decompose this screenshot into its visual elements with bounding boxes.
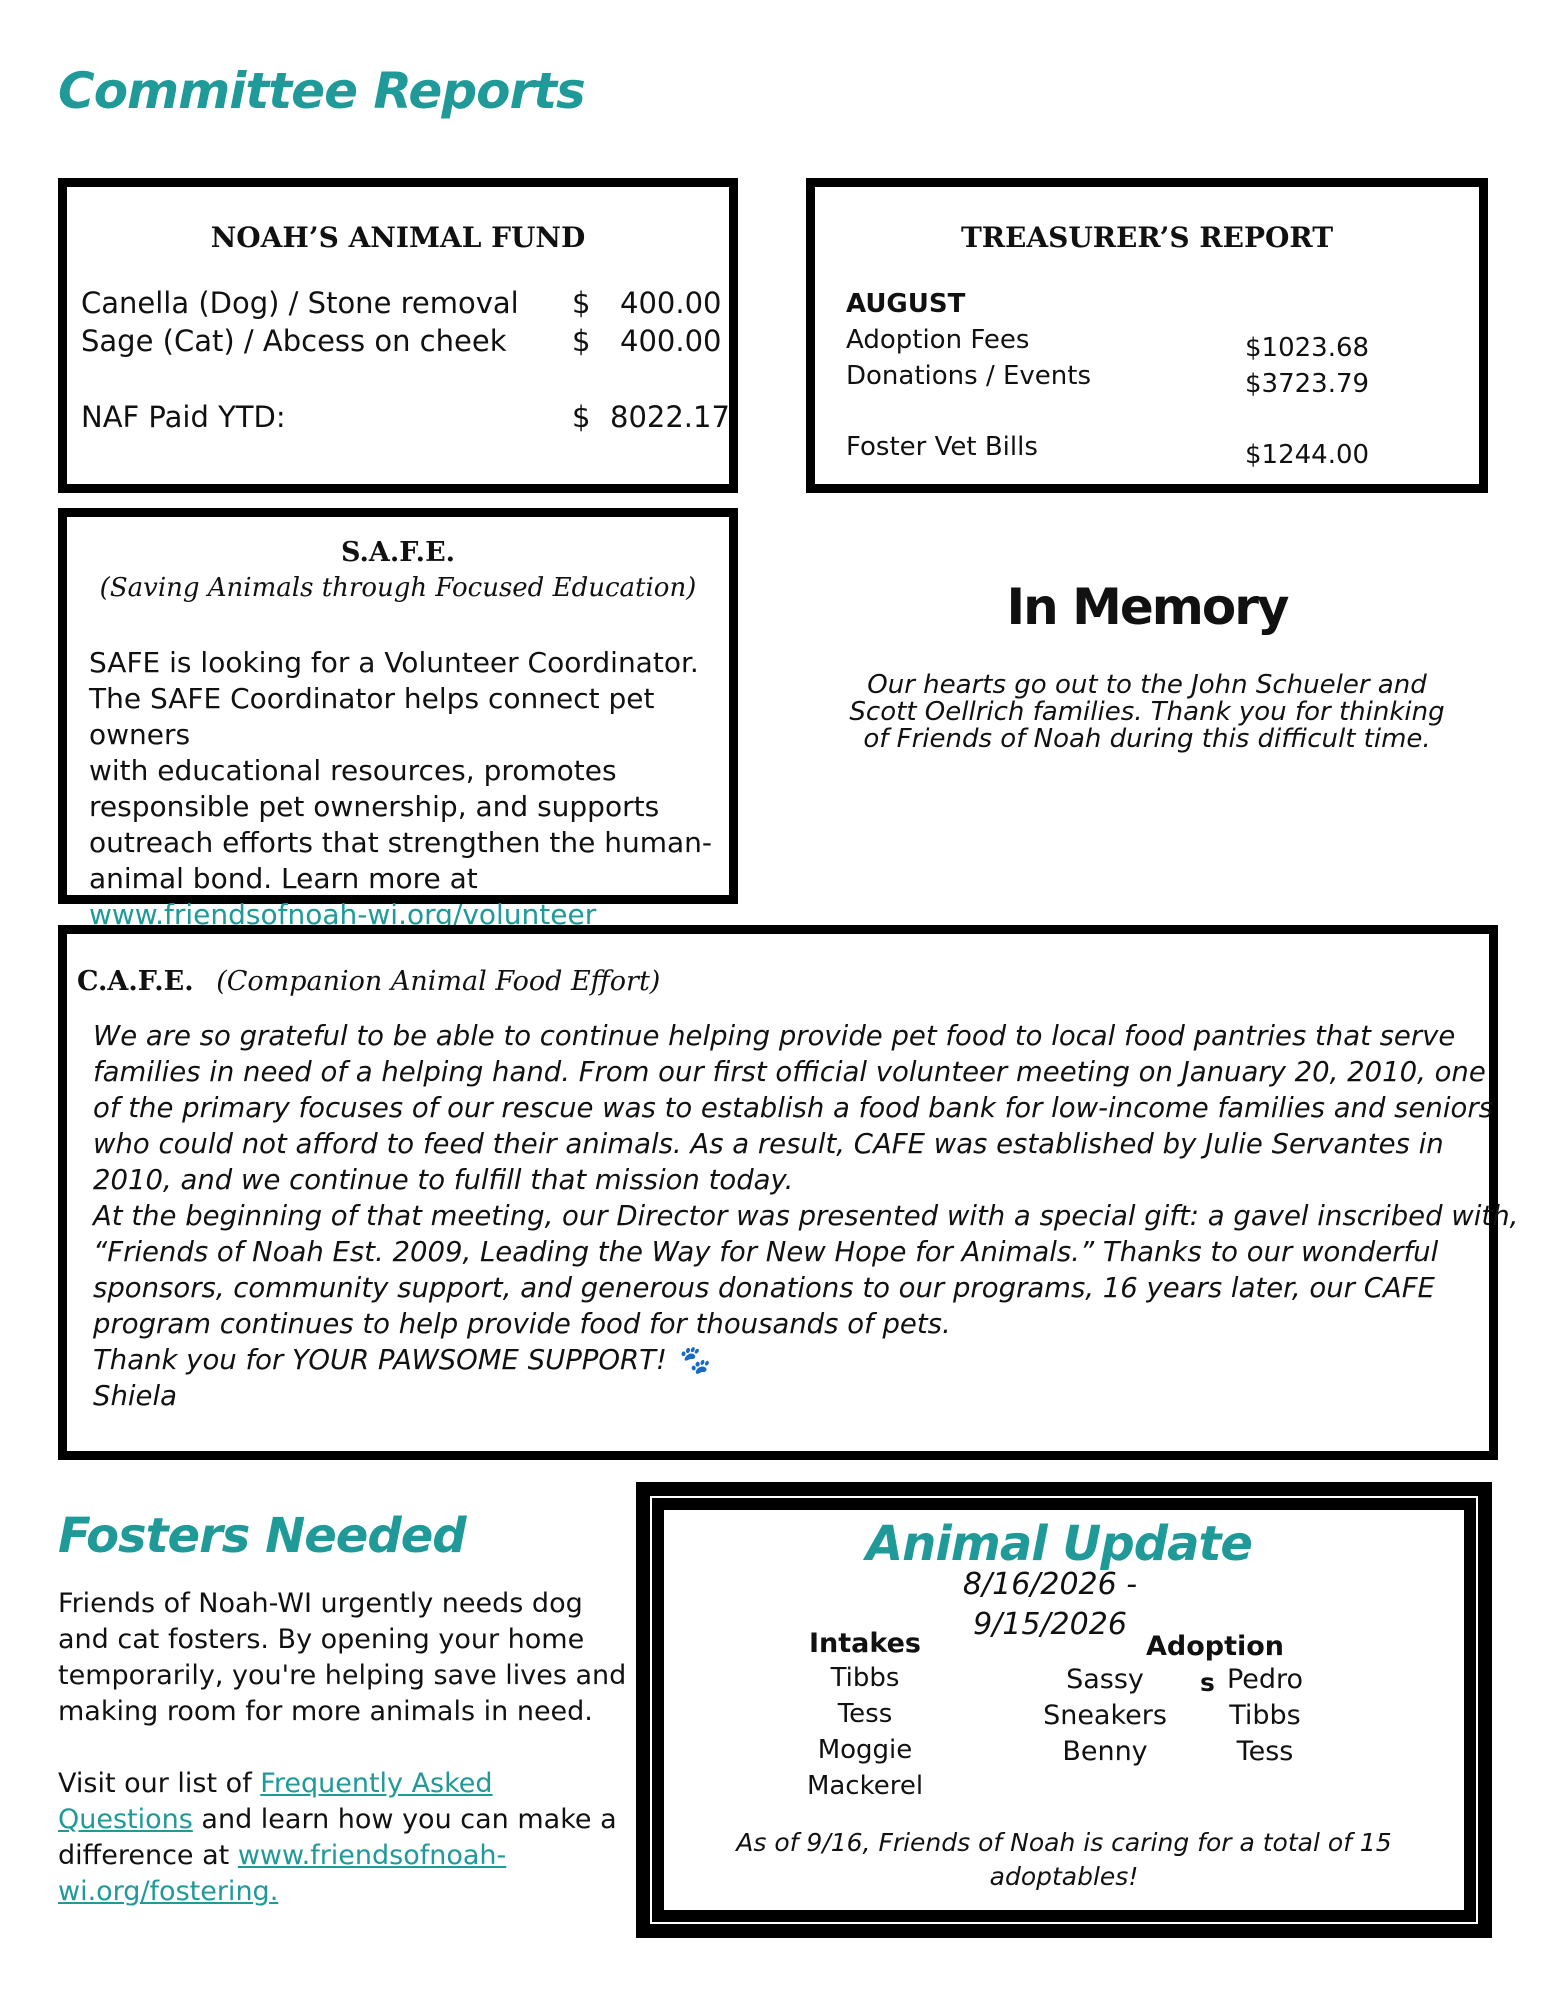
adoption-item: Tess (1236, 1736, 1294, 1767)
adoption-item: Tibbs (1229, 1700, 1301, 1731)
cafe-signature: Shiela (93, 1380, 177, 1412)
fosters-title: Fosters Needed (58, 1508, 466, 1564)
faq-link[interactable]: Questions (58, 1804, 193, 1835)
adoptions-list-2 (1210, 1662, 1320, 1770)
intake-item: Tibbs (830, 1663, 900, 1693)
safe-line: with educational resources, promotes (89, 754, 617, 787)
memory-body (806, 672, 1488, 753)
naf-box (58, 178, 738, 493)
fosters-visit-line (58, 1766, 638, 1802)
fosters-line: and cat fosters. By opening your home (58, 1624, 585, 1655)
safe-volunteer-link[interactable]: www.friendsofnoah-wi.org/volunteer (89, 898, 597, 931)
cafe-line: Thank you for YOUR PAWSOME SUPPORT! 🐾 (93, 1344, 710, 1376)
adoptions-list-1 (1030, 1662, 1180, 1770)
naf-item-currency: $ (572, 324, 591, 358)
adoptions-label-s: s (1200, 1668, 1215, 1697)
cafe-line: sponsors, community support, and generous donations to our programs, 16 years later, our CAFE (93, 1272, 1435, 1304)
treasurer-item-label: Donations / Events (846, 361, 1092, 391)
cafe-line: “Friends of Noah Est. 2009, Leading the Way for New Hope for Animals.” Thanks to our wonderful (93, 1236, 1439, 1268)
fosters-visit-line (58, 1838, 638, 1874)
cafe-line: of the primary focuses of our rescue was to establish a food bank for low-income families and seniors (93, 1092, 1493, 1124)
summary-line: adoptables! (989, 1862, 1139, 1891)
cafe-line: At the beginning of that meeting, our Director was presented with a special gift: a gavel inscribed with, (93, 1200, 1519, 1232)
cafe-line: who could not afford to feed their animals. As a result, CAFE was established by Julie Servantes in (93, 1128, 1444, 1160)
faq-link[interactable]: Frequently Asked (260, 1768, 493, 1799)
treasurer-item-amount: $1244.00 (1245, 440, 1370, 470)
page-title: Committee Reports (58, 62, 585, 120)
adoption-item: Sassy (1066, 1664, 1144, 1695)
cafe-line: program continues to help provide food for thousands of pets. (93, 1308, 951, 1340)
fostering-link[interactable]: wi.org/fostering. (58, 1876, 279, 1907)
adoptions-label: Adoption (1145, 1631, 1285, 1662)
cafe-line: 2010, and we continue to fulfill that mission today. (93, 1164, 794, 1196)
treasurer-item-label: Foster Vet Bills (846, 432, 1038, 462)
adoption-item: Pedro (1226, 1664, 1304, 1695)
naf-item-amount: 400.00 (620, 324, 722, 358)
intake-item: Tess (837, 1699, 893, 1729)
safe-line: outreach efforts that strengthen the human- (89, 826, 712, 859)
treasurer-item-amount: $3723.79 (1245, 369, 1370, 399)
date-line: 9/15/2026 (973, 1607, 1127, 1642)
cafe-subtitle: (Companion Animal Food Effort) (216, 966, 661, 997)
summary-line: As of 9/16, Friends of Noah is caring for a total of 15 (736, 1828, 1392, 1857)
animal-update-title: Animal Update (866, 1516, 1252, 1572)
treasurer-month: AUGUST (846, 289, 966, 319)
cafe-line: families in need of a helping hand. From our first official volunteer meeting on January 20, 2010, one (93, 1056, 1486, 1088)
intakes-list (790, 1660, 940, 1804)
naf-ytd-label: NAF Paid YTD: (81, 400, 286, 434)
treasurer-item-label: Adoption Fees (846, 325, 1030, 355)
fosters-visit-line (58, 1802, 638, 1838)
fostering-link[interactable]: www.friendsofnoah- (237, 1840, 507, 1871)
safe-line: SAFE is looking for a Volunteer Coordinator. (89, 646, 699, 679)
safe-line: responsible pet ownership, and supports (89, 790, 660, 823)
adoption-item: Sneakers (1043, 1700, 1167, 1731)
memory-line: Our hearts go out to the John Schueler and (867, 670, 1427, 700)
safe-line: animal bond. Learn more at (89, 862, 478, 895)
fosters-visit-line (58, 1874, 638, 1910)
naf-item-currency: $ (572, 286, 591, 320)
intake-item: Mackerel (806, 1771, 924, 1801)
cafe-body (93, 1018, 1519, 1414)
safe-line: The SAFE Coordinator helps connect pet owners (89, 682, 655, 751)
cafe-box (58, 925, 1519, 1460)
memory-title: In Memory (1006, 578, 1288, 636)
treasurer-item-amount: $1023.68 (1245, 333, 1370, 363)
safe-box (58, 508, 738, 931)
naf-title: NOAH’S ANIMAL FUND (210, 221, 586, 254)
memory-line: Scott Oellrich families. Thank you for thinking (849, 697, 1445, 727)
cafe-title: C.A.F.E. (77, 966, 194, 997)
date-line: 8/16/2026 - (962, 1567, 1138, 1602)
memory-line: of Friends of Noah during this difficult time. (863, 724, 1431, 754)
fosters-body (58, 1586, 638, 1910)
treasurer-title: TREASURER’S REPORT (960, 221, 1334, 254)
intake-item: Moggie (817, 1735, 913, 1765)
fosters-line: Friends of Noah-WI urgently needs dog (58, 1588, 583, 1619)
cafe-heading (77, 966, 660, 997)
safe-subtitle: (Saving Animals through Focused Education) (99, 573, 697, 603)
cafe-line: We are so grateful to be able to continue helping provide pet food to local food pantries that serve (93, 1020, 1456, 1052)
naf-ytd-currency: $ (572, 400, 591, 434)
fosters-visit-text: Visit our list of (58, 1768, 261, 1799)
fosters-line: making room for more animals in need. (58, 1696, 593, 1727)
naf-item-label: Sage (Cat) / Abcess on cheek (81, 324, 507, 358)
fosters-difference-text: difference at (58, 1840, 238, 1871)
intakes-label: Intakes (808, 1628, 921, 1659)
naf-ytd-amount: 8022.17 (610, 400, 730, 434)
naf-item-label: Canella (Dog) / Stone removal (81, 286, 519, 320)
naf-item-amount: 400.00 (620, 286, 722, 320)
safe-title: S.A.F.E. (340, 537, 456, 568)
fosters-line: temporarily, you're helping save lives and (58, 1660, 627, 1691)
adoption-item: Benny (1062, 1736, 1148, 1767)
fosters-after-faq: and learn how you can make a (192, 1804, 617, 1835)
treasurer-box (806, 178, 1488, 493)
safe-body (89, 645, 729, 933)
animal-update-summary (680, 1826, 1448, 1894)
